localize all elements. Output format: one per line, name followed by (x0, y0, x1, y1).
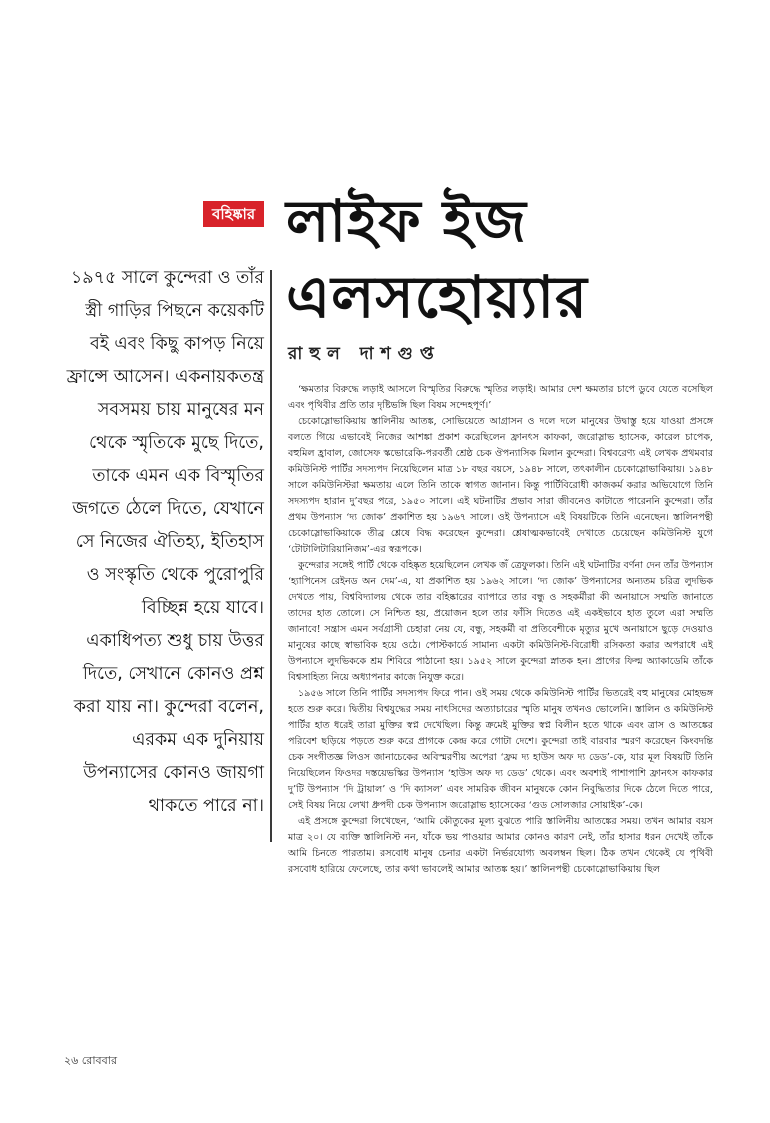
article-paragraph: এই প্রসঙ্গে কুন্দেরা লিখেছেন, ‘আমি কৌতুকের মূল্য বুঝতে পারি স্তালিনীয় আতঙ্কের সময়। তখন আমার বয়স মাত্র ২০। যে ব্যক্তি স্তালিনিস্ট নন, যাঁকে ভয় পাওয়ার আমার কোনও কারণ নেই, তাঁর হাসার ধরন দেখেই তাঁকে আমি চিনতে পারতাম। রসবোধ মানুষ চেনার একটা নির্ভরযোগ্য অবলম্বন ছিল। ঠিক তখন থেকেই যে পৃথিবী রসবোধ হারিয়ে ফেলেছে, তার কথা ভাবলেই আমার আতঙ্ক হয়।’ স্তালিনপন্থী চেকোস্লোভাকিয়ায় ছিল (288, 816, 713, 875)
article-paragraph: ‘ক্ষমতার বিরুদ্ধে লড়াই আসলে বিস্মৃতির বিরুদ্ধে স্মৃতির লড়াই। আমার দেশ ক্ষমতার চাপে ডুবে যেতে বসেছিল এবং পৃথিবীর প্রতি তার দৃষ্টিভঙ্গি ছিল বিষম সন্দেহপূর্ণ।’ (288, 384, 713, 411)
byline: রাহুল দাশগুপ্ত (288, 344, 441, 364)
headline: লাইফ ইজ এলসহোয়্যার (286, 187, 588, 331)
pull-quote: ১৯৭৫ সালে কুন্দেরা ও তাঁর স্ত্রী গাড়ির পিছনে কয়েকটি বই এবং কিছু কাপড় নিয়ে ফ্রান্সে আসেন। একনায়কতন্ত্র সবসময় চায় মানুষের মন থেকে স্মৃতিকে মুছে দিতে, তাকে এমন এক বিস্মৃতির জগতে ঠেলে দিতে, যেখানে সে নিজের ঐতিহ্য, ইতিহাস ও সংস্কৃতি থেকে পুরোপুরি বিচ্ছিন্ন হয়ে যাবে। একাধিপত্য শুধু চায় উত্তর দিতে, সেখানে কোনও প্রশ্ন করা যায় না। কুন্দেরা বলেন, এরকম এক দুনিয়ায় উপন্যাসের কোনও জায়গা থাকতে পারে না। (66, 268, 264, 816)
article-paragraph: ১৯৫৬ সালে তিনি পার্টির সদস্যপদ ফিরে পান। ওই সময় থেকে কমিউনিস্ট পার্টির ভিতরেই বহু মানুষের মোহভঙ্গ হতে শুরু করে। দ্বিতীয় বিশ্বযুদ্ধের সময় নাৎসিদের অত্যাচারের স্মৃতি মানুষ তখনও ভোলেনি। স্তালিন ও কমিউনিস্ট পার্টির হাত ধরেই তারা মুক্তির স্বপ্ন দেখেছিল। কিন্তু ক্রমেই মুক্তির স্বপ্ন বিলীন হতে থাকে এবং ত্রাস ও আতঙ্কের পরিবেশ ছড়িয়ে পড়তে শুরু করে প্রাগকে কেন্দ্র করে গোটা দেশে। কুন্দেরা তাই বারবার স্মরণ করেছেন কিংবদন্তি চেক সংগীতজ্ঞ লিওস জানাচেকের অবিস্মরণীয় অপেরা ‘ফ্রম দ্য হাউস অফ দ্য ডেড’-কে, যার মূল বিষয়টি তিনি নিয়েছিলেন ফিওদর দস্তয়েভস্কির উপন্যাস ‘হাউস অফ দ্য ডেড’ থেকে। এবং অবশ্যই পাশাপাশি ফ্রানৎস কাফকার দু’টি উপন্যাস ‘দি ট্রায়াল’ ও ‘দি ক্যাসল’ এবং সামরিক জীবন মানুষকে কোন নিবুদ্ধিতার দিকে ঠেলে দিতে পারে, সেই বিষয় নিয়ে লেখা ধ্রুপদী চেক উপন্যাস জরোস্লাভ হ্যাসেকের ‘গুড সোলজার সোয়াইক’-কে। (288, 688, 713, 811)
article-body (288, 382, 713, 878)
section-tag: বহিষ্কার (203, 201, 264, 227)
article-paragraph: কুন্দেরার সঙ্গেই পার্টি থেকে বহিষ্কৃত হয়েছিলেন লেখক জঁ ত্রেফুলকা। তিনি এই ঘটনাটির বর্ণনা দেন তাঁর উপন্যাস ‘হ্যাপিনেস রেইনড অন দেম’-এ, যা প্রকাশিত হয় ১৯৬২ সালে। ‘দ্য জোক’ উপন্যাসের অন্যতম চরিত্র লুদভিক দেখতে পায়, বিশ্ববিদ্যালয় থেকে তার বহিষ্কারের ব্যাপারে তার বন্ধু ও সহকর্মীরা কী অনায়াসে সম্মতি জানাতে তাদের হাত তোলে। সে নিশ্চিত হয়, প্রয়োজন হলে তার ফাঁসি দিতেও এই একইভাবে হাত তুলে এরা সম্মতি জানাবে! সন্ত্রাস এমন সর্বগ্রাসী চেহারা নেয় যে, বন্ধু, সহকর্মী বা প্রতিবেশীকে মৃত্যুর মুখে অনায়াসে ছুড়ে দেওয়াও মানুষের কাছে স্বাভাবিক হয়ে ওঠে। পোস্টকার্ডে সামান্য একটা কমিউনিস্ট-বিরোধী রসিকতা করার অপরাধে এই উপন্যাসে লুদভিককে শ্রম শিবিরে পাঠানো হয়। ১৯৫২ সালে কুন্দেরা স্নাতক হন। প্রাগের ফিল্ম অ্যাকাডেমি তাঁকে বিশ্বসাহিত্য নিয়ে অধ্যাপনার কাজে নিযুক্ত করে। (288, 560, 713, 683)
column-divider (270, 270, 272, 842)
article-paragraph: চেকোস্লোভাকিয়ায় স্তালিনীয় আতঙ্ক, সোভিয়েতে আগ্রাসন ও দলে দলে মানুষের উদ্বাস্তু হয়ে যাওয়া প্রসঙ্গে বলতে গিয়ে এভাবেই নিজের আশঙ্কা প্রকাশ করেছিলেন ফ্রানৎস কাফকা, জরোস্লাভ হ্যাসেক, কারেল চাপেক, বহুমিল হ্রাবাল, জোসেফ স্কভোরেকি-পরবর্তী শ্রেষ্ঠ চেক ঔপন্যাসিক মিলান কুন্দেরা। বিশ্ববরেণ্য এই লেখক প্রথমবার কমিউনিস্ট পার্টির সদস্যপদ নিয়েছিলেন মাত্র ১৮ বছর বয়সে, ১৯৪৮ সালে, তৎকালীন চেকোস্লোভাকিয়ায়। ১৯৪৮ সালে কমিউনিস্টরা ক্ষমতায় এলে তিনি তাকে স্বাগত জানান। কিন্তু পার্টিবিরোধী কাজকর্ম করার অভিযোগে তিনি সদস্যপদ হারান দু’বছর পরে, ১৯৫০ সালে। এই ঘটনাটির প্রভাব সারা জীবনেও কাটাতে পারেননি কুন্দেরা। তাঁর প্রথম উপন্যাস ‘দ্য জোক’ প্রকাশিত হয় ১৯৬৭ সালে। ওই উপন্যাসে এই বিষয়টিকে তিনি এনেছেন। স্তালিনপন্থী চেকোস্লোভাকিয়াকে তীব্র শ্লেষে বিদ্ধ করেছেন কুন্দেরা। শ্লেষাত্মকভাবেই দেখাতে চেয়েছেন কমিউনিস্ট যুগে ‘টোটালিটারিয়ানিজম’-এর স্বরূপকে। (288, 416, 713, 555)
page-folio: ২৬ রোববার (64, 1054, 117, 1067)
